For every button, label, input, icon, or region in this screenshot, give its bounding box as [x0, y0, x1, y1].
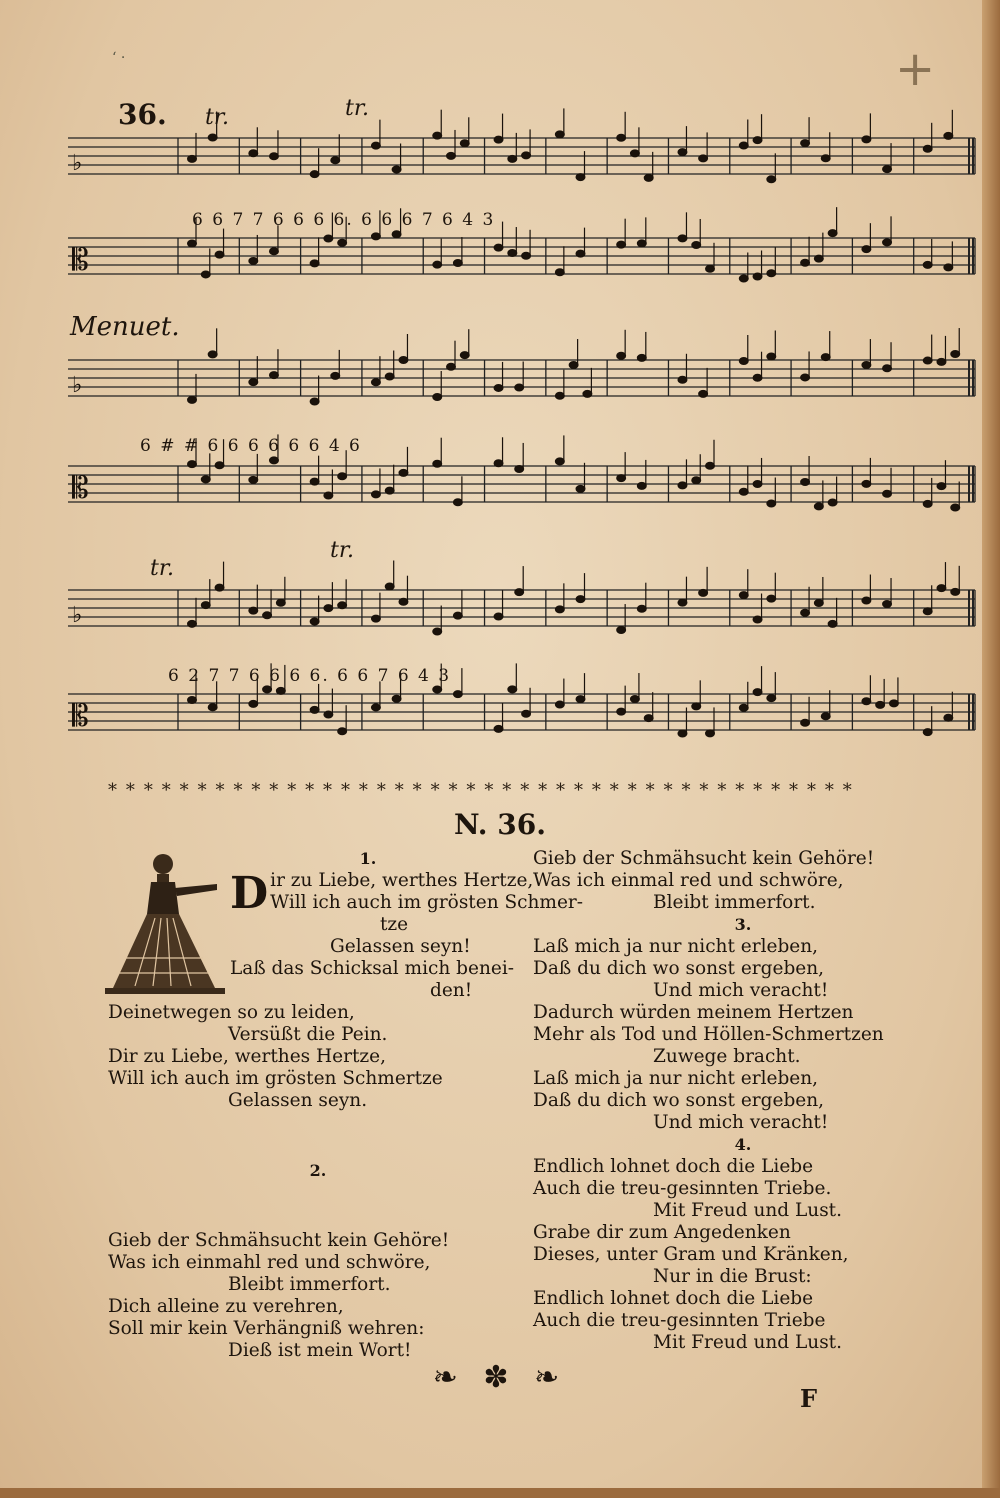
note-head [692, 477, 701, 484]
note-head [433, 460, 442, 467]
page-number: 36. [118, 98, 167, 131]
note-head [678, 599, 687, 606]
note-head [324, 605, 333, 612]
note-head [617, 627, 626, 634]
note-head [460, 352, 469, 359]
note-head [508, 686, 517, 693]
verse-line: Dadurch würden meinem Hertzen [533, 1002, 854, 1023]
note-head [767, 695, 776, 702]
note-head [215, 584, 224, 591]
note-head [371, 233, 380, 240]
note-head [699, 155, 708, 162]
verse-line: Nur in die Brust: [653, 1266, 812, 1287]
note-head [801, 479, 810, 486]
note-head [494, 244, 503, 251]
verse-number: 4. [734, 1135, 752, 1154]
note-head [828, 230, 837, 237]
note-head [188, 697, 197, 704]
note-head [399, 469, 408, 476]
note-head [862, 136, 871, 143]
note-head [801, 140, 810, 147]
note-head [249, 150, 258, 157]
note-head [188, 240, 197, 247]
note-head [699, 589, 708, 596]
note-head [555, 606, 564, 613]
note-head [951, 588, 960, 595]
note-head [385, 487, 394, 494]
note-head [923, 608, 932, 615]
verse-line: tze [380, 914, 409, 935]
trill-mark: tr. [205, 105, 229, 130]
note-head [201, 271, 210, 278]
page-edge-bottom [0, 1488, 1000, 1498]
note-head [371, 142, 380, 149]
note-head [883, 239, 892, 246]
clef-sign: 𝄡 [72, 471, 89, 506]
note-head [324, 492, 333, 499]
verse-number: 3. [734, 915, 752, 934]
note-head [338, 239, 347, 246]
note-head [249, 257, 258, 264]
verse-line: Was ich einmahl red und schwöre, [108, 1252, 431, 1273]
verse-line: Deinetwegen so zu leiden, [108, 1002, 355, 1023]
trill-mark: tr. [345, 96, 369, 121]
note-head [814, 255, 823, 262]
note-head [433, 132, 442, 139]
note-head [706, 730, 715, 737]
verse-number: 1. [359, 849, 377, 868]
note-head [951, 504, 960, 511]
verse-line: Und mich veracht! [653, 1112, 829, 1133]
note-head [215, 462, 224, 469]
trill-mark: tr. [150, 556, 174, 581]
verse-line: Mit Freud und Lust. [653, 1200, 843, 1221]
verse-line: Dieß ist mein Wort! [228, 1340, 412, 1361]
note-head [310, 260, 319, 267]
note-head [555, 701, 564, 708]
note-head [617, 708, 626, 715]
note-head [862, 480, 871, 487]
note-head [739, 357, 748, 364]
note-head [188, 396, 197, 403]
note-head [494, 613, 503, 620]
note-head [753, 374, 762, 381]
note-head [637, 605, 646, 612]
note-head [263, 612, 272, 619]
verse-line: ir zu Liebe, werthes Hertze, [270, 870, 534, 891]
note-head [944, 714, 953, 721]
note-head [767, 270, 776, 277]
note-head [706, 462, 715, 469]
note-head [310, 706, 319, 713]
note-head [814, 503, 823, 510]
note-head [876, 701, 885, 708]
note-head [555, 269, 564, 276]
note-head [801, 259, 810, 266]
note-head [522, 152, 531, 159]
note-head [460, 140, 469, 147]
note-head [862, 246, 871, 253]
note-head [630, 150, 639, 157]
verse-line: Gieb der Schmähsucht kein Gehöre! [108, 1230, 450, 1251]
note-head [269, 372, 278, 379]
verse-line: Mit Freud und Lust. [653, 1332, 843, 1353]
note-head [249, 607, 258, 614]
tempo-label: Menuet. [70, 312, 180, 342]
note-head [923, 261, 932, 268]
note-head [201, 476, 210, 483]
verse-line: Auch die treu-gesinnten Triebe [533, 1310, 826, 1331]
verse-line: Dieses, unter Gram und Kränken, [533, 1244, 849, 1265]
note-head [739, 488, 748, 495]
note-head [862, 362, 871, 369]
note-head [692, 703, 701, 710]
note-head [923, 145, 932, 152]
note-head [494, 136, 503, 143]
note-head [399, 357, 408, 364]
note-head [883, 601, 892, 608]
note-head [678, 730, 687, 737]
note-head [555, 131, 564, 138]
note-head [433, 686, 442, 693]
note-head [617, 134, 626, 141]
pencil-cross-mark: + [895, 41, 936, 97]
song-number: N. 36. [453, 808, 546, 841]
note-head [678, 149, 687, 156]
note-head [753, 616, 762, 623]
verse-number: 2. [309, 1161, 327, 1180]
note-head [324, 235, 333, 242]
note-head [678, 482, 687, 489]
note-head [767, 595, 776, 602]
note-head [276, 687, 285, 694]
note-head [706, 265, 715, 272]
note-head [617, 241, 626, 248]
note-head [739, 142, 748, 149]
note-head [692, 241, 701, 248]
note-head [453, 691, 462, 698]
note-head [637, 240, 646, 247]
note-head [508, 250, 517, 257]
note-head [801, 609, 810, 616]
margin-mark: ʻ · [112, 50, 126, 66]
note-head [699, 390, 708, 397]
note-head [555, 458, 564, 465]
trill-mark: tr. [330, 538, 354, 563]
clef-sign: ♭ [72, 373, 83, 398]
note-head [828, 499, 837, 506]
figured-bass: 6 # # 6 6 6 6 6 6 4 6 [140, 436, 362, 456]
note-head [801, 374, 810, 381]
verse-line: Gelassen seyn. [228, 1090, 368, 1111]
note-head [576, 250, 585, 257]
note-head [515, 465, 524, 472]
note-head [269, 153, 278, 160]
note-head [269, 248, 278, 255]
note-head [883, 490, 892, 497]
note-head [644, 715, 653, 722]
note-head [583, 390, 592, 397]
note-head [923, 729, 932, 736]
verse-line: Will ich auch im grösten Schmertze [108, 1068, 443, 1089]
note-head [767, 500, 776, 507]
note-head [249, 379, 258, 386]
note-head [399, 598, 408, 605]
clef-sign: ♭ [72, 603, 83, 628]
star-divider: * * * * * * * * * * * * * * * * * * * * * * * * * * * * * * * * * * * * * * * * * * [108, 780, 854, 801]
note-head [324, 711, 333, 718]
note-head [522, 252, 531, 259]
note-head [215, 251, 224, 258]
verse-line: Versüßt die Pein. [228, 1024, 388, 1045]
note-head [371, 615, 380, 622]
clef-sign: 𝄡 [72, 243, 89, 278]
verse-line: Zuwege bracht. [653, 1046, 801, 1067]
note-head [883, 365, 892, 372]
note-head [249, 476, 258, 483]
note-head [188, 620, 197, 627]
note-head [937, 358, 946, 365]
note-head [494, 725, 503, 732]
verse-line: Soll mir kein Verhängniß wehren: [108, 1318, 425, 1339]
note-head [447, 152, 456, 159]
note-head [188, 155, 197, 162]
note-head [739, 275, 748, 282]
verse-line: Laß das Schicksal mich benei- [230, 958, 514, 979]
note-head [515, 384, 524, 391]
note-head [515, 589, 524, 596]
note-head [392, 695, 401, 702]
verse-line: Bleibt immerfort. [653, 892, 816, 913]
note-head [937, 585, 946, 592]
note-head [576, 174, 585, 181]
figured-bass: 6 2 7 7 6 6 6 6. 6 6 7 6 4 3 [168, 666, 452, 686]
clef-sign: 𝄡 [72, 699, 89, 734]
note-head [821, 155, 830, 162]
verse-line: Daß du dich wo sonst ergeben, [533, 958, 825, 979]
note-head [576, 485, 585, 492]
note-head [453, 260, 462, 267]
verse-line: Mehr als Tod und Höllen-Schmertzen [533, 1024, 884, 1045]
note-head [447, 363, 456, 370]
note-head [883, 166, 892, 173]
note-head [617, 475, 626, 482]
note-head [331, 372, 340, 379]
note-head [862, 698, 871, 705]
verse-1 [108, 868, 584, 1002]
note-head [392, 166, 401, 173]
note-head [576, 596, 585, 603]
note-head [371, 379, 380, 386]
verse-line: Will ich auch im grösten Schmer- [270, 892, 584, 913]
note-head [801, 719, 810, 726]
verse-line: Gelassen seyn! [330, 936, 471, 957]
note-head [208, 704, 217, 711]
note-head [630, 696, 639, 703]
drop-cap: D [230, 868, 269, 919]
note-head [338, 473, 347, 480]
note-head [494, 384, 503, 391]
note-head [385, 583, 394, 590]
verse-column-right [533, 848, 953, 1354]
note-head [678, 235, 687, 242]
note-head [433, 628, 442, 635]
figured-bass: 6 6 7 7 6 6 6 6. 6 6 6 7 6 4 3 [192, 210, 496, 230]
note-head [937, 483, 946, 490]
verse-line: Bleibt immerfort. [228, 1274, 391, 1295]
note-head [371, 704, 380, 711]
note-head [508, 155, 517, 162]
note-head [522, 710, 531, 717]
verse-line: Dir zu Liebe, werthes Hertze, [108, 1046, 386, 1067]
note-head [208, 351, 217, 358]
note-head [331, 157, 340, 164]
note-head [453, 499, 462, 506]
note-head [644, 174, 653, 181]
verse-line: Endlich lohnet doch die Liebe [533, 1156, 814, 1177]
note-head [276, 599, 285, 606]
note-head [821, 713, 830, 720]
note-head [433, 261, 442, 268]
note-head [767, 353, 776, 360]
note-head [923, 500, 932, 507]
verse-line: Endlich lohnet doch die Liebe [533, 1288, 814, 1309]
verse-line: Und mich veracht! [653, 980, 829, 1001]
note-head [889, 700, 898, 707]
note-head [923, 357, 932, 364]
note-head [828, 620, 837, 627]
note-head [338, 602, 347, 609]
note-head [637, 482, 646, 489]
note-head [385, 373, 394, 380]
note-head [494, 460, 503, 467]
note-head [739, 592, 748, 599]
note-head [862, 597, 871, 604]
note-head [753, 137, 762, 144]
note-head [753, 273, 762, 280]
clef-sign: ♭ [72, 151, 83, 176]
note-head [678, 376, 687, 383]
note-head [555, 392, 564, 399]
verse-line: Daß du dich wo sonst ergeben, [533, 1090, 825, 1111]
verse-line: Grabe dir zum Angedenken [533, 1222, 791, 1243]
note-head [310, 171, 319, 178]
note-head [208, 134, 217, 141]
note-head [310, 398, 319, 405]
note-head [433, 394, 442, 401]
note-head [739, 704, 748, 711]
note-head [249, 700, 258, 707]
verse-line: Laß mich ja nur nicht erleben, [533, 1068, 819, 1089]
note-head [269, 457, 278, 464]
verse-line: Was ich einmal red und schwöre, [533, 870, 844, 891]
note-head [821, 354, 830, 361]
note-head [392, 231, 401, 238]
note-head [637, 354, 646, 361]
note-head [767, 176, 776, 183]
note-head [263, 686, 272, 693]
note-head [338, 728, 347, 735]
note-head [944, 132, 953, 139]
note-head [453, 612, 462, 619]
note-head [188, 461, 197, 468]
note-head [814, 599, 823, 606]
note-head [310, 478, 319, 485]
note-head [753, 689, 762, 696]
note-head [569, 362, 578, 369]
note-head [753, 480, 762, 487]
verse-line: Laß mich ja nur nicht erleben, [533, 936, 819, 957]
verse-line: Gieb der Schmähsucht kein Gehöre! [533, 848, 875, 869]
note-head [201, 602, 210, 609]
verse-line: Dich alleine zu verehren, [108, 1296, 344, 1317]
note-head [944, 264, 953, 271]
signature-mark: F [800, 1384, 818, 1413]
verse-line: Auch die treu-gesinnten Triebe. [533, 1178, 832, 1199]
verse-column-left [108, 848, 584, 1362]
decorative-ornament: ❧ ✽ ❧ [432, 1360, 568, 1395]
note-head [371, 491, 380, 498]
verse-line: den! [430, 980, 473, 1001]
note-head [310, 618, 319, 625]
note-head [576, 696, 585, 703]
note-head [951, 351, 960, 358]
note-head [617, 352, 626, 359]
